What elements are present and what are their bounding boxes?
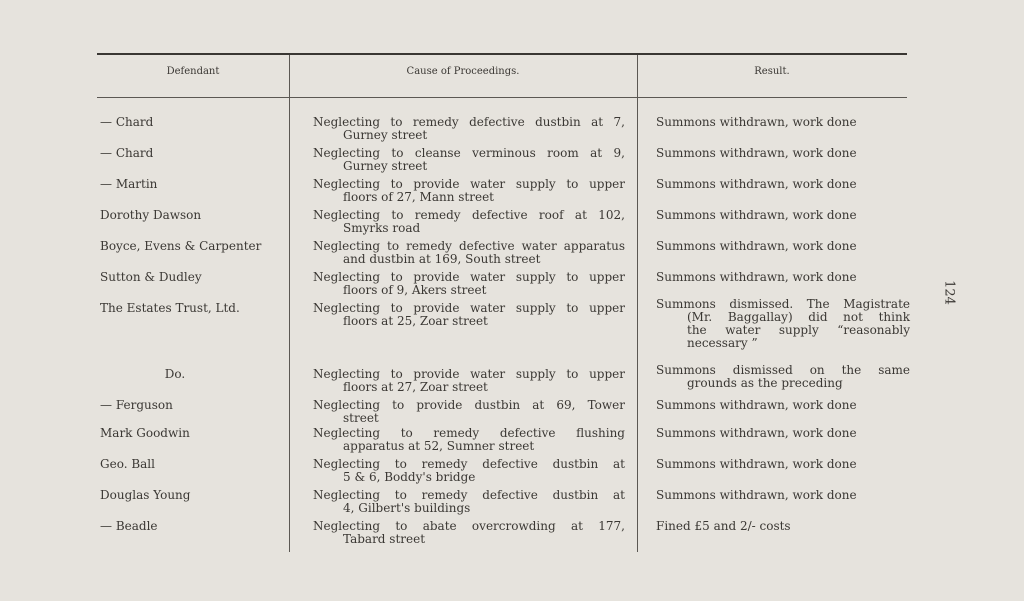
column-divider-2 bbox=[637, 55, 638, 552]
table-top-rule bbox=[97, 53, 907, 55]
result-line: Fined £5 and 2/- costs bbox=[656, 519, 791, 533]
result-cell bbox=[656, 147, 910, 160]
defendant-cell: The Estates Trust, Ltd. bbox=[100, 301, 240, 315]
cause-line: Neglecting to cleanse verminous room at 9, bbox=[313, 146, 625, 160]
result-cell bbox=[656, 240, 910, 253]
page-number: 124 bbox=[941, 280, 957, 305]
result-line: Summons dismissed on the same bbox=[656, 363, 910, 377]
defendant-cell: — Chard bbox=[100, 146, 154, 160]
result-line: Summons withdrawn, work done bbox=[656, 239, 857, 253]
cause-line: floors at 25, Zoar street bbox=[343, 314, 488, 328]
result-line: necessary ” bbox=[687, 336, 758, 350]
result-cell bbox=[656, 298, 910, 350]
header-result: Result. bbox=[754, 66, 790, 77]
cause-line: and dustbin at 169, South street bbox=[343, 252, 541, 266]
cause-cell bbox=[313, 116, 625, 142]
cause-line: Neglecting to provide water supply to upper bbox=[313, 270, 625, 284]
cause-line: Neglecting to remedy defective flushing bbox=[313, 426, 625, 440]
defendant-cell: Dorothy Dawson bbox=[100, 208, 202, 222]
cause-line: floors of 27, Mann street bbox=[343, 190, 494, 204]
cause-cell bbox=[313, 178, 625, 204]
cause-line: apparatus at 52, Sumner street bbox=[343, 439, 535, 453]
cause-line: Neglecting to abate overcrowding at 177, bbox=[313, 519, 625, 533]
result-line: Summons withdrawn, work done bbox=[656, 270, 857, 284]
result-cell bbox=[656, 116, 910, 129]
cause-line: Neglecting to provide water supply to upper bbox=[313, 367, 625, 381]
cause-cell bbox=[313, 489, 625, 515]
defendant-cell: Geo. Ball bbox=[100, 457, 155, 471]
cause-line: Neglecting to provide water supply to upper bbox=[313, 177, 625, 191]
result-line: Summons withdrawn, work done bbox=[656, 208, 857, 222]
cause-line: Tabard street bbox=[343, 532, 426, 546]
cause-line: 4, Gilbert's buildings bbox=[343, 501, 471, 515]
result-line: grounds as the preceding bbox=[687, 376, 843, 390]
result-line: Summons withdrawn, work done bbox=[656, 146, 857, 160]
cause-line: floors of 9, Akers street bbox=[343, 283, 487, 297]
cause-cell bbox=[313, 427, 625, 453]
cause-line: Neglecting to remedy defective water apparatus bbox=[313, 239, 625, 253]
cause-line: Gurney street bbox=[343, 159, 428, 173]
defendant-cell: Do. bbox=[164, 367, 186, 381]
cause-line: floors at 27, Zoar street bbox=[343, 380, 488, 394]
cause-cell bbox=[313, 520, 625, 546]
cause-line: Neglecting to provide dustbin at 69, Tower bbox=[313, 398, 625, 412]
result-cell bbox=[656, 399, 910, 412]
cause-line: Smyrks road bbox=[343, 221, 421, 235]
defendant-cell: Mark Goodwin bbox=[100, 426, 190, 440]
defendant-cell: Boyce, Evens & Carpenter bbox=[100, 239, 262, 253]
cause-line: Neglecting to remedy defective dustbin at 7, bbox=[313, 115, 625, 129]
result-cell bbox=[656, 209, 910, 222]
cause-cell bbox=[313, 368, 625, 394]
cause-cell bbox=[313, 240, 625, 266]
cause-cell bbox=[313, 271, 625, 297]
cause-cell bbox=[313, 458, 625, 484]
result-cell bbox=[656, 364, 910, 390]
cause-line: street bbox=[343, 411, 379, 425]
cause-line: Neglecting to remedy defective roof at 102, bbox=[313, 208, 625, 222]
result-line: (Mr. Baggallay) did not think bbox=[687, 310, 910, 324]
table-header-rule bbox=[97, 97, 907, 98]
result-line: Summons withdrawn, work done bbox=[656, 177, 857, 191]
result-cell bbox=[656, 427, 910, 440]
defendant-cell: — Beadle bbox=[100, 519, 158, 533]
result-cell bbox=[656, 458, 910, 471]
result-cell bbox=[656, 489, 910, 502]
header-cause: Cause of Proceedings. bbox=[406, 66, 520, 77]
cause-cell bbox=[313, 209, 625, 235]
result-cell bbox=[656, 271, 910, 284]
result-line: Summons withdrawn, work done bbox=[656, 457, 857, 471]
result-line: Summons withdrawn, work done bbox=[656, 488, 857, 502]
defendant-cell: Douglas Young bbox=[100, 488, 191, 502]
result-cell bbox=[656, 520, 910, 533]
cause-line: Neglecting to remedy defective dustbin at bbox=[313, 488, 625, 502]
result-line: the water supply “reasonably bbox=[687, 323, 910, 337]
defendant-cell: — Martin bbox=[100, 177, 158, 191]
result-line: Summons withdrawn, work done bbox=[656, 115, 857, 129]
cause-line: Neglecting to remedy defective dustbin at bbox=[313, 457, 625, 471]
defendant-cell: — Chard bbox=[100, 115, 154, 129]
cause-cell bbox=[313, 399, 625, 425]
result-line: Summons withdrawn, work done bbox=[656, 398, 857, 412]
cause-cell bbox=[313, 147, 625, 173]
column-divider-1 bbox=[289, 55, 290, 552]
cause-cell bbox=[313, 302, 625, 328]
defendant-cell: — Ferguson bbox=[100, 398, 173, 412]
result-line: Summons withdrawn, work done bbox=[656, 426, 857, 440]
result-line: Summons dismissed. The Magistrate bbox=[656, 297, 910, 311]
header-defendant: Defendant bbox=[166, 66, 220, 77]
defendant-cell: Sutton & Dudley bbox=[100, 270, 202, 284]
cause-line: Neglecting to provide water supply to upper bbox=[313, 301, 625, 315]
result-cell bbox=[656, 178, 910, 191]
cause-line: 5 & 6, Boddy's bridge bbox=[343, 470, 476, 484]
cause-line: Gurney street bbox=[343, 128, 428, 142]
